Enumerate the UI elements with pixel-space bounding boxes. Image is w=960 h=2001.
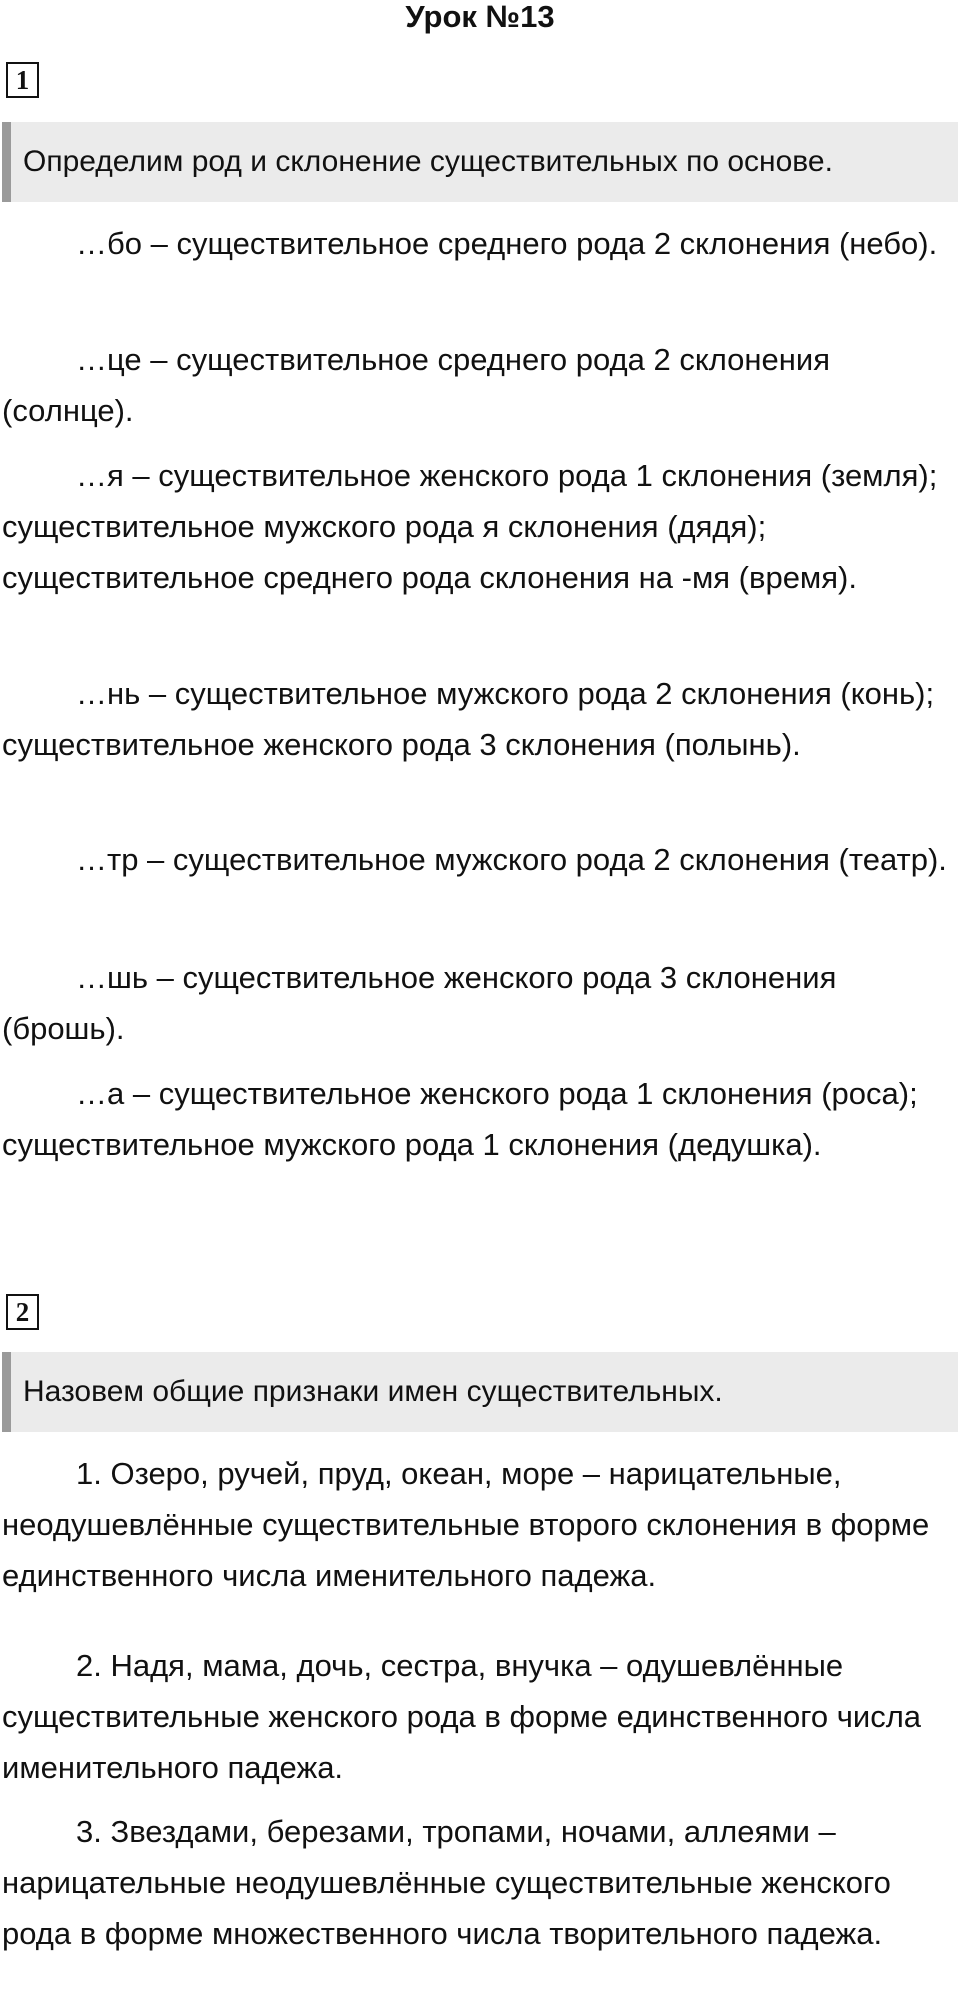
task-2-number: 2 <box>6 1294 39 1330</box>
task-2-paragraph-2: 2. Надя, мама, дочь, сестра, внучка – одушевлённые существительные женского рода в форме единственного числа именительного падежа. <box>2 1648 922 1785</box>
task-1-paragraph-2: …це – существительное среднего рода 2 склонения (солнце). <box>2 342 831 428</box>
task-1-paragraph-4: …нь – существительное мужского рода 2 склонения (конь); существительное женского рода 3 склонения (полынь). <box>2 676 935 762</box>
task-1-number: 1 <box>6 62 39 98</box>
task-2-paragraph-1: 1. Озеро, ручей, пруд, океан, море – нарицательные, неодушевлённые существительные второго склонения в форме единственного числа именительного падежа. <box>2 1456 930 1593</box>
task-1-paragraph-5: …тр – существительное мужского рода 2 склонения (театр). <box>76 842 947 877</box>
task-2-paragraph-3: 3. Звездами, березами, тропами, ночами, аллеями – нарицательные неодушевлённые существительные женского рода в форме множественного числа творительного падежа. <box>2 1814 891 1951</box>
task-1-paragraph-6: …шь – существительное женского рода 3 склонения (брошь). <box>2 960 837 1046</box>
task-1-paragraph-7: …а – существительное женского рода 1 склонения (роса); существительное мужского рода 1 склонения (дедушка). <box>2 1076 918 1162</box>
task-1-paragraph-3: …я – существительное женского рода 1 склонения (земля); существительное мужского рода я склонения (дядя); существительное среднего рода склонения на -мя (время). <box>2 458 938 595</box>
task-1-paragraph-1: …бо – существительное среднего рода 2 склонения (небо). <box>76 226 938 261</box>
page-title: Урок №13 <box>405 0 555 34</box>
task-2-instruction: Назовем общие признаки имен существительных. <box>2 1352 958 1432</box>
task-1-instruction: Определим род и склонение существительных по основе. <box>2 122 958 202</box>
